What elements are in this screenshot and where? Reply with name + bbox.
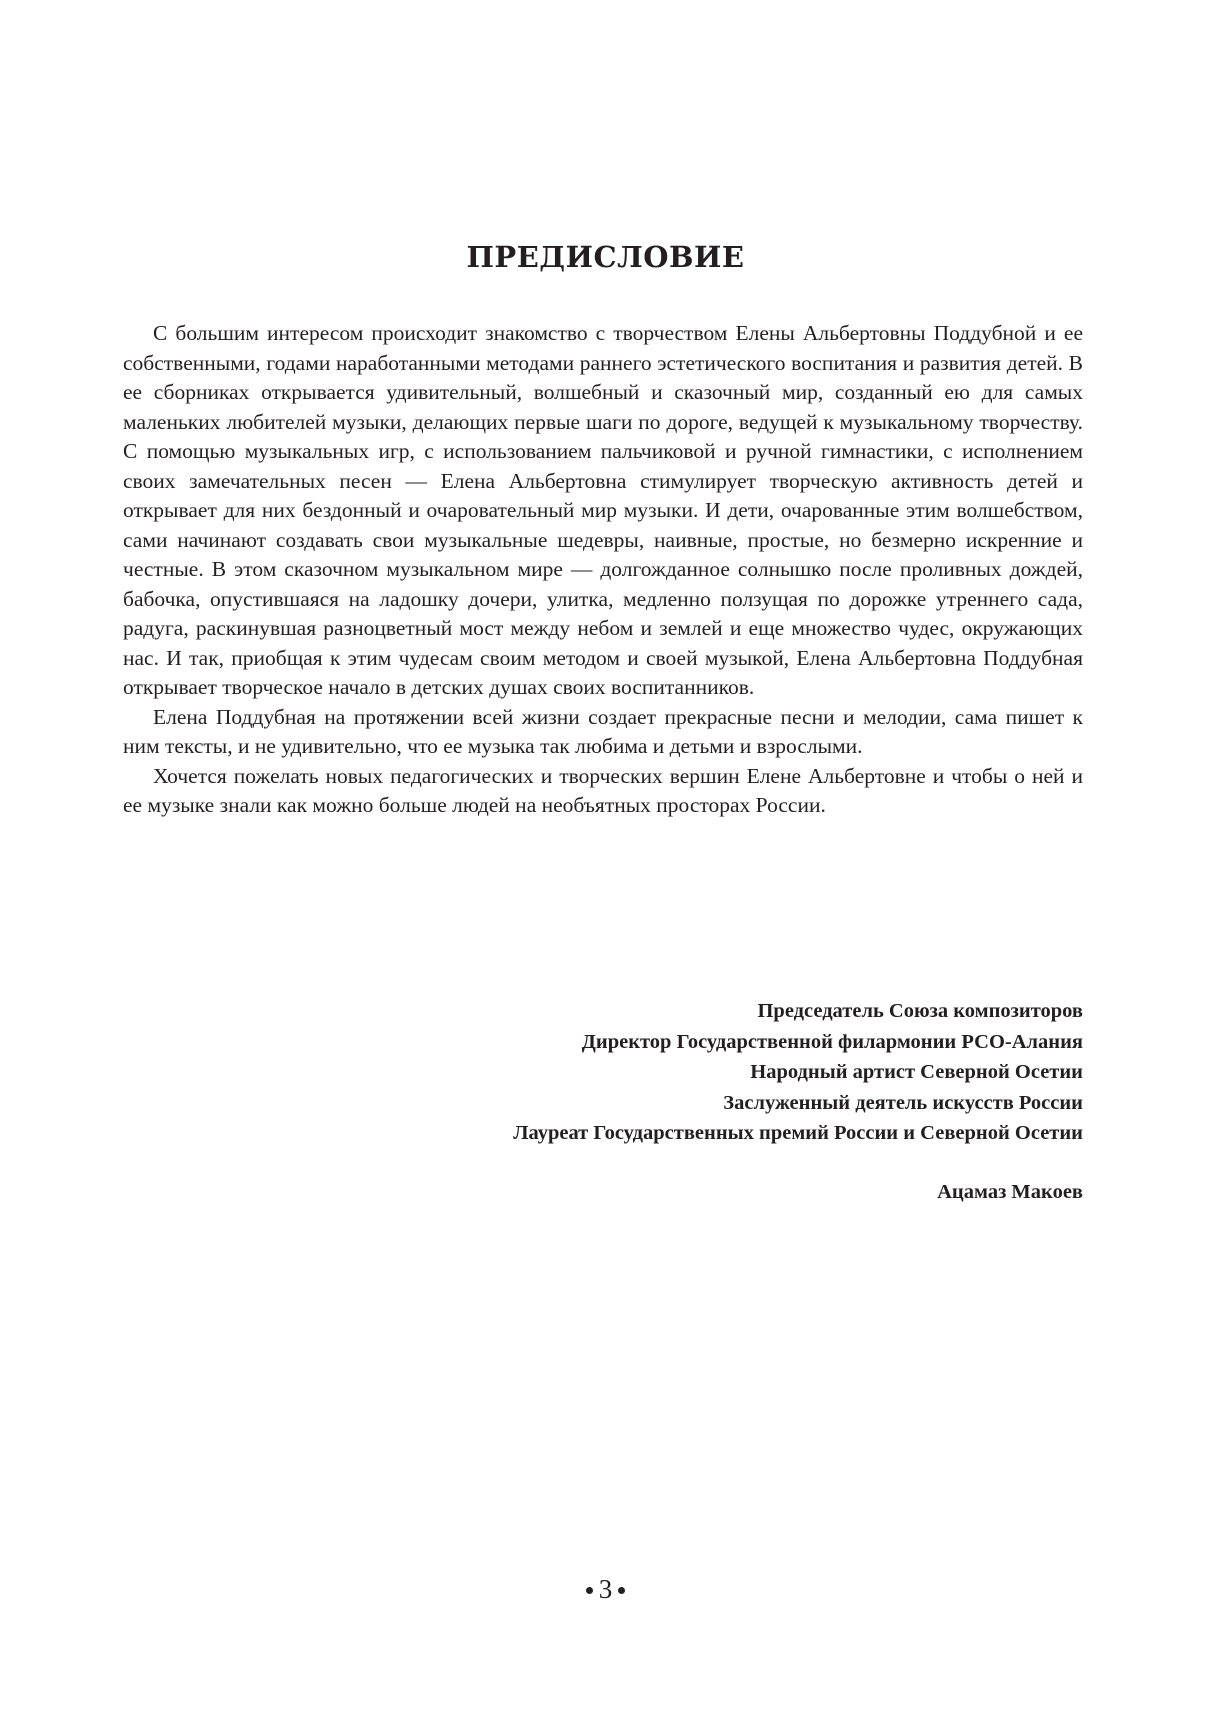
signature-line: Заслуженный деятель искусств России [723,1091,1083,1114]
page-number-footer [0,1573,1211,1605]
bullet-dot-icon [618,1587,625,1594]
page-title: ПРЕДИСЛОВИЕ [466,240,745,274]
signature-block [513,996,1083,1149]
signature-line: Народный артист Северной Осетии [750,1061,1083,1083]
signature-line: Директор Государственной филармонии РСО-Алания [581,1030,1083,1053]
page-number: 3 [598,1574,613,1604]
bullet-dot-icon [586,1587,593,1594]
signature-line: Лауреат Государственных премий России и Северной Осетии [513,1122,1083,1144]
signature-line: Председатель Союза композиторов [757,1000,1083,1022]
paragraph: Хочется пожелать новых педагогических и творческих вершин Елене Альбертовне и чтобы о ней и ее музыке знали как можно больше людей на необъятных просторах России. [123,763,1083,817]
paragraph: Елена Поддубная на протяжении всей жизни создает прекрасные песни и мелодии, сама пишет к ним тексты, и не удивительно, что ее музыка так любима и детьми и взрослыми. [123,704,1083,758]
author-name: Ацамаз Макоев [937,1181,1083,1203]
paragraph: С большим интересом происходит знакомство с творчеством Елены Альбертовны Поддубной и ее собственными, годами наработанными методами раннего эстетического воспитания и развития детей. В ее сборниках открывается удивительный, волшебный и сказочный мир, созданный ею для самых маленьких любителей музыки, делающих первые шаги по дороге, ведущей к музыкальному творчеству. С помощью музыкальных игр, с использованием пальчиковой и ручной гимнастики, с исполнением своих замечательных песен — Елена Альбертовна стимулирует творческую активность детей и открывает для них бездонный и очаровательный мир музыки. И дети, очарованные этим волшебством, сами начинают создавать свои музыкальные шедевры, наивные, простые, но безмерно искренние и честные. В этом сказочном музыкальном мире — долгожданное солнышко после проливных дождей, бабочка, опустившаяся на ладошку дочери, улитка, медленно ползущая по дорожке утреннего сада, радуга, раскинувшая разноцветный мост между небом и землей и еще множество чудес, окружающих нас. И так, приобщая к этим чудесам своим методом и своей музыкой, Елена Альбертовна Поддубная открывает творческое начало в детских душах своих воспитанников. [123,321,1083,699]
preface-body [123,319,1083,821]
